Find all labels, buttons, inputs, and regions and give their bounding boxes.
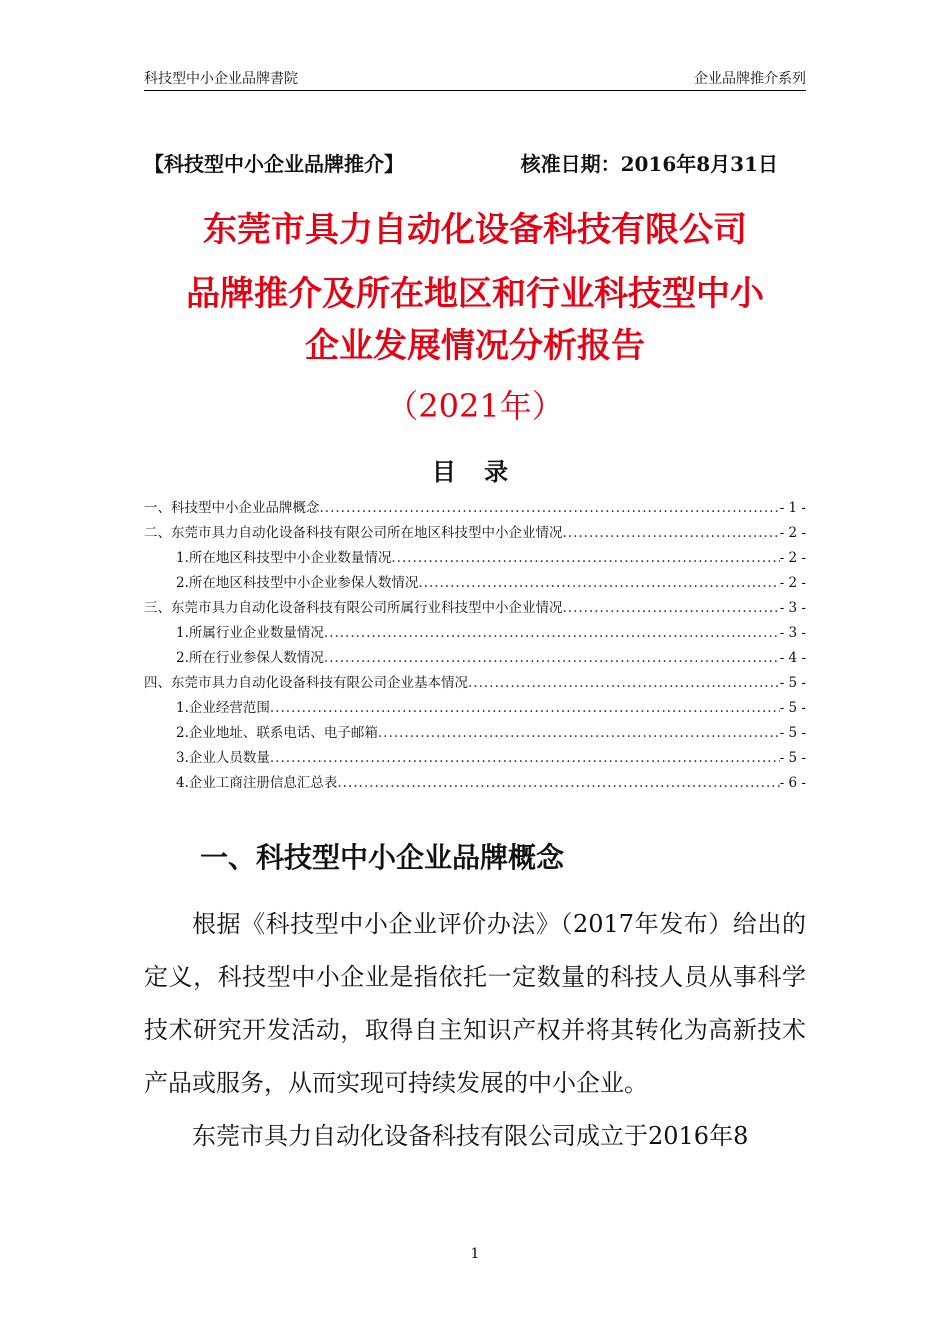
toc-subitem[interactable]	[144, 546, 806, 571]
toc-item-page: - 2 -	[779, 550, 806, 566]
toc-item-text: 一、科技型中小企业品牌概念	[144, 500, 320, 516]
toc-item-page: - 5 -	[779, 700, 806, 716]
toc-item-page: - 3 -	[779, 625, 806, 641]
header-right-text: 企业品牌推介系列	[694, 71, 806, 87]
toc-subitem[interactable]	[144, 721, 806, 746]
toc-item-text: 4.企业工商注册信息汇总表	[176, 775, 338, 791]
toc-subitem[interactable]	[144, 771, 806, 796]
toc-item-text: 四、东莞市具力自动化设备科技有限公司企业基本情况	[144, 675, 468, 691]
intro-line	[144, 148, 806, 182]
toc-item-page: - 2 -	[779, 575, 806, 591]
toc-item-text: 2.所在地区科技型中小企业参保人数情况	[176, 575, 419, 591]
toc-leader	[320, 500, 780, 516]
toc-leader	[418, 575, 779, 591]
toc-subitem[interactable]	[144, 746, 806, 771]
paragraph-company: 东莞市具力自动化设备科技有限公司成立于2016年8	[192, 1122, 749, 1150]
section-body	[144, 898, 806, 1163]
toc-leader	[468, 675, 780, 691]
paragraph-definition: 根据《科技型中小企业评价办法》（2017年发布）给出的定义，科技型中小企业是指依托一定数量的科技人员从事科学技术研究开发活动，取得自主知识产权并将其转化为高新技术产品或服务，从而实现可持续发展的中小企业。	[144, 910, 806, 1097]
toc-item-text: 3.企业人员数量	[176, 750, 270, 766]
toc-leader	[324, 625, 780, 641]
title-line-3: 企业发展情况分析报告	[305, 326, 645, 366]
page-header	[144, 64, 806, 91]
toc-leader	[324, 650, 780, 666]
header-left-text: 科技型中小企业品牌書院	[144, 71, 298, 87]
toc-item-text: 三、东莞市具力自动化设备科技有限公司所属行业科技型中小企业情况	[144, 600, 563, 616]
page-number: 1	[470, 1246, 480, 1262]
toc-subitem[interactable]	[144, 646, 806, 671]
title-year: （2021年）	[386, 387, 564, 425]
toc-subitem[interactable]	[144, 621, 806, 646]
toc-item-page: - 5 -	[779, 675, 806, 691]
toc-item-text: 二、东莞市具力自动化设备科技有限公司所在地区科技型中小企业情况	[144, 525, 563, 541]
intro-label: 【科技型中小企业品牌推介】	[144, 152, 404, 176]
toc-heading: 目 录	[431, 458, 519, 486]
toc-subitem[interactable]	[144, 571, 806, 596]
toc-subitem[interactable]	[144, 696, 806, 721]
toc-item-page: - 5 -	[779, 725, 806, 741]
toc-item-page: - 1 -	[779, 500, 806, 516]
toc-leader	[563, 525, 780, 541]
toc-item[interactable]	[144, 496, 806, 521]
toc-item-page: - 3 -	[779, 600, 806, 616]
section-heading: 一、科技型中小企业品牌概念	[200, 841, 565, 874]
toc-item-text: 1.所属行业企业数量情况	[176, 625, 324, 641]
table-of-contents	[144, 496, 806, 796]
toc-item-text: 1.所在地区科技型中小企业数量情况	[176, 550, 392, 566]
toc-leader	[391, 550, 779, 566]
toc-item[interactable]	[144, 671, 806, 696]
title-line-2: 品牌推介及所在地区和行业科技型中小	[186, 274, 764, 314]
toc-item-text: 1.企业经营范围	[176, 700, 270, 716]
toc-leader	[378, 725, 780, 741]
toc-item-page: - 5 -	[779, 750, 806, 766]
toc-item-text: 2.所在行业参保人数情况	[176, 650, 324, 666]
approval-date: 核准日期：2016年8月31日	[520, 152, 778, 176]
toc-leader	[563, 600, 780, 616]
title-line-1: 东莞市具力自动化设备科技有限公司	[203, 210, 747, 250]
toc-leader	[270, 700, 780, 716]
toc-item-page: - 4 -	[779, 650, 806, 666]
toc-item[interactable]	[144, 596, 806, 621]
toc-item-page: - 2 -	[779, 525, 806, 541]
toc-leader	[337, 775, 779, 791]
toc-item-text: 2.企业地址、联系电话、电子邮箱	[176, 725, 378, 741]
toc-leader	[270, 750, 780, 766]
toc-item[interactable]	[144, 521, 806, 546]
toc-item-page: - 6 -	[779, 775, 806, 791]
